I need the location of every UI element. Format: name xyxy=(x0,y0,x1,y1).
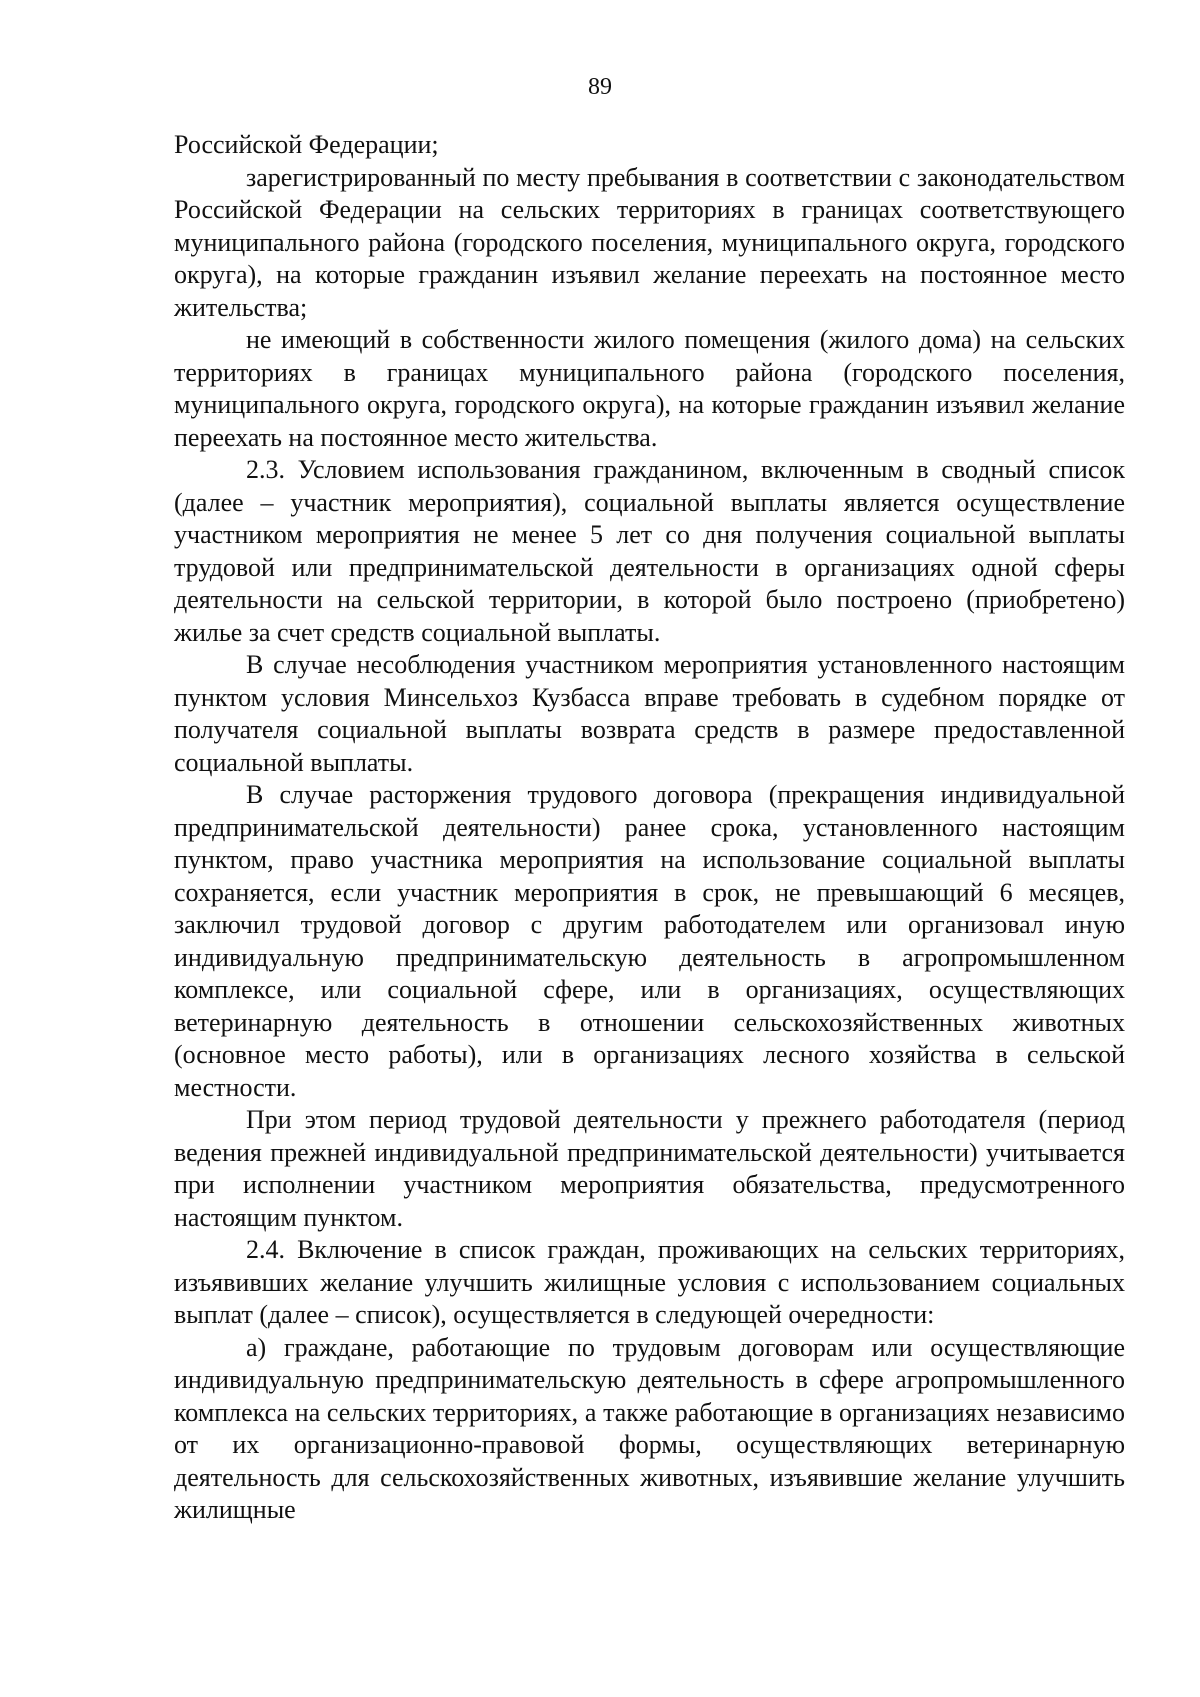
document-body xyxy=(174,129,1125,1527)
paragraph-continuation: Российской Федерации; xyxy=(174,130,439,159)
page-number: 89 xyxy=(588,74,612,100)
paragraph-contract-termination: В случае расторжения трудового договора (прекращения индивидуальной предпринимательской деятельности) ранее срока, установленного настоящим пунктом, право участника мероприятия на использование социальной выплаты сохраняется, если участник мероприятия в срок, не превышающий 6 месяцев, заключил трудовой договор с другим работодателем или организовал иную индивидуальную предпринимательскую деятельность в агропромышленном комплексе, или социальной сфере, или в организациях, осуществляющих ветеринарную деятельность в отношении сельскохозяйственных животных (основное место работы), или в организациях лесного хозяйства в сельской местности. xyxy=(174,780,1125,1102)
paragraph-section-2-3: 2.3. Условием использования гражданином, включенным в сводный список (далее – участник мероприятия), социальной выплаты является осуществление участником мероприятия не менее 5 лет со дня получения социальной выплаты трудовой или предпринимательской деятельности в организациях одной сферы деятельности на сельской территории, в которой было построено (приобретено) жилье за счет средств социальной выплаты. xyxy=(174,455,1125,647)
paragraph-previous-employment: При этом период трудовой деятельности у прежнего работодателя (период ведения прежней индивидуальной предпринимательской деятельности) учитывается при исполнении участником мероприятия обязательства, предусмотренного настоящим пунктом. xyxy=(174,1105,1125,1232)
paragraph-no-housing-ownership: не имеющий в собственности жилого помещения (жилого дома) на сельских территориях в границах муниципального района (городского поселения, муниципального округа, городского округа), на которые гражданин изъявил желание переехать на постоянное место жительства. xyxy=(174,325,1125,452)
paragraph-item-a: а) граждане, работающие по трудовым договорам или осуществляющие индивидуальную предпринимательскую деятельность в сфере агропромышленного комплекса на сельских территориях, а также работающие в организациях независимо от их организационно-правовой формы, осуществляющих ветеринарную деятельность для сельскохозяйственных животных, изъявившие желание улучшить жилищные xyxy=(174,1332,1125,1524)
paragraph-non-compliance: В случае несоблюдения участником мероприятия установленного настоящим пунктом условия Минсельхоз Кузбасса вправе требовать в судебном порядке от получателя социальной выплаты возврата средств в размере предоставленной социальной выплаты. xyxy=(174,650,1125,777)
paragraph-section-2-4: 2.4. Включение в список граждан, проживающих на сельских территориях, изъявивших желание улучшить жилищные условия с использованием социальных выплат (далее – список), осуществляется в следующей очередности: xyxy=(174,1235,1125,1329)
paragraph-registered-residence: зарегистрированный по месту пребывания в соответствии с законодательством Российской Федерации на сельских территориях в границах соответствующего муниципального района (городского поселения, муниципального округа, городского округа), на которые гражданин изъявил желание переехать на постоянное место жительства; xyxy=(174,162,1125,322)
